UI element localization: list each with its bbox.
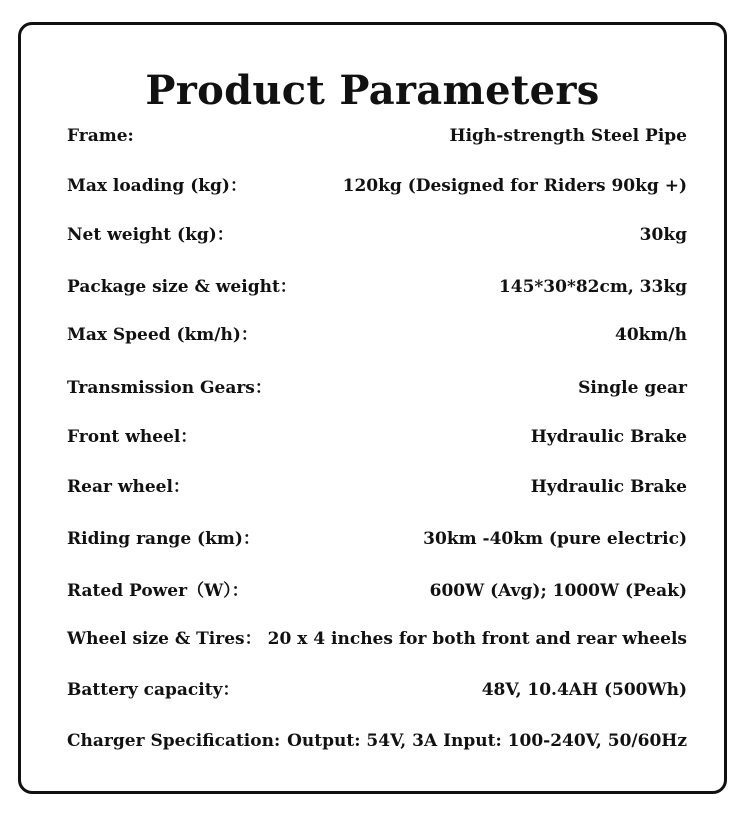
parameter-row-riding-range <box>67 524 687 554</box>
parameter-row-frame <box>67 121 687 151</box>
parameter-label: Rated Power（W）： <box>67 581 249 601</box>
parameter-row-transmission-gears <box>67 373 687 403</box>
parameter-value: Output: 54V, 3A Input: 100-240V, 50/60Hz <box>287 731 687 751</box>
parameter-value: Hydraulic Brake <box>530 477 687 497</box>
parameter-label: Riding range (km)： <box>67 529 260 549</box>
parameter-row-package-size <box>67 272 687 302</box>
parameter-row-wheel-size <box>67 624 687 654</box>
parameter-value: 30km -40km (pure electric) <box>423 529 687 549</box>
product-parameters-card <box>18 22 727 794</box>
parameter-row-max-speed <box>67 320 687 350</box>
parameter-label: Max loading (kg)： <box>67 176 247 196</box>
parameter-value: 30kg <box>639 225 687 245</box>
parameter-label: Transmission Gears： <box>67 378 272 398</box>
parameter-label: Wheel size & Tires： <box>67 629 262 649</box>
parameter-row-rear-wheel <box>67 472 687 502</box>
parameter-label: Package size & weight： <box>67 277 297 297</box>
parameter-row-battery-capacity <box>67 675 687 705</box>
parameter-label: Battery capacity： <box>67 680 240 700</box>
parameter-value: 40km/h <box>615 325 687 345</box>
parameter-value: 48V, 10.4AH (500Wh) <box>481 680 687 700</box>
parameter-label: Front wheel： <box>67 427 198 447</box>
parameter-value: Hydraulic Brake <box>530 427 687 447</box>
parameter-row-net-weight <box>67 220 687 250</box>
parameter-value: High-strength Steel Pipe <box>449 126 687 146</box>
parameter-row-front-wheel <box>67 422 687 452</box>
parameter-label: Rear wheel： <box>67 477 190 497</box>
parameter-label: Frame: <box>67 126 134 146</box>
parameter-row-charger-specification <box>67 726 687 756</box>
parameter-label: Charger Specification: <box>67 731 281 751</box>
parameter-value: 600W (Avg); 1000W (Peak) <box>429 581 687 601</box>
page-title: Product Parameters <box>145 67 600 114</box>
parameter-value: 20 x 4 inches for both front and rear wheels <box>267 629 687 649</box>
parameter-label: Max Speed (km/h)： <box>67 325 258 345</box>
parameter-value: Single gear <box>578 378 687 398</box>
parameter-row-rated-power <box>67 576 687 606</box>
parameter-value: 145*30*82cm, 33kg <box>498 277 687 297</box>
parameter-value: 120kg (Designed for Riders 90kg +) <box>342 176 687 196</box>
parameter-label: Net weight (kg)： <box>67 225 234 245</box>
parameter-row-max-loading <box>67 171 687 201</box>
